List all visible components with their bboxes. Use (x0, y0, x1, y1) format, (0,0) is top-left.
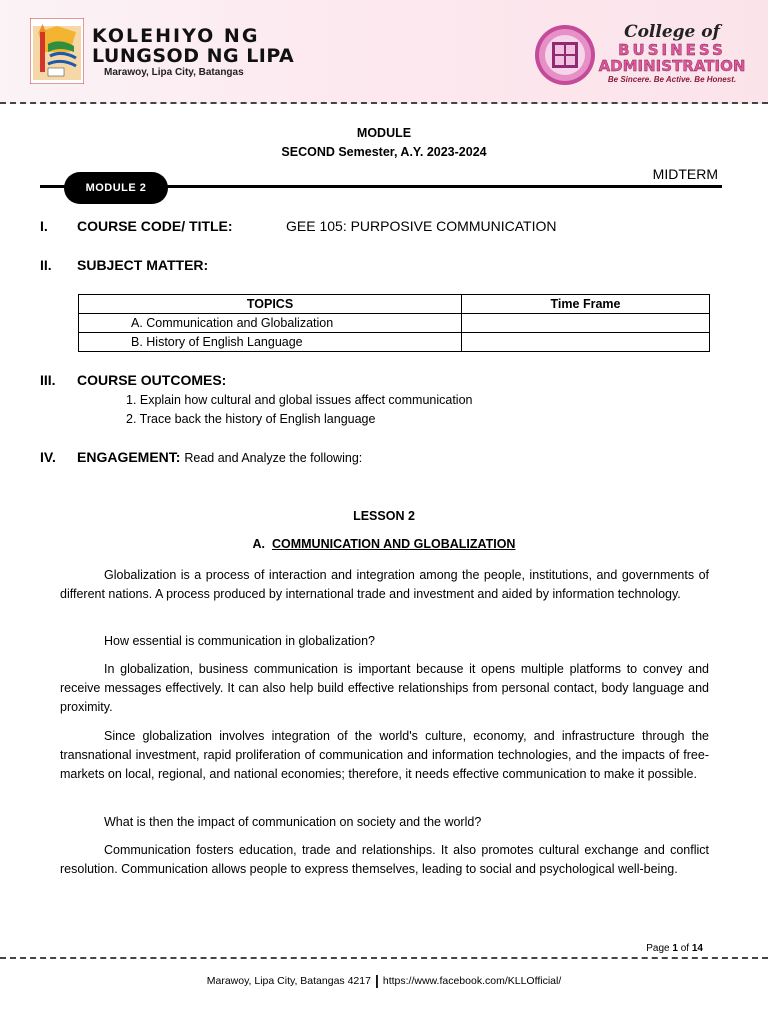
table-cell-topic: A. Communication and Globalization (79, 314, 462, 333)
page-header (0, 0, 768, 104)
page-total: 14 (691, 943, 703, 954)
section-label: ENGAGEMENT: (77, 449, 181, 465)
footer-url[interactable]: https://www.facebook.com/KLLOfficial/ (382, 975, 562, 987)
list-item: 2. Trace back the history of English language (126, 412, 376, 426)
footer-address: Marawoy, Lipa City, Batangas 4217 (206, 975, 371, 987)
table-cell-topic: B. History of English Language (79, 333, 462, 352)
college-name-line3: ADMINISTRATION (598, 57, 746, 75)
table-header: Time Frame (462, 295, 710, 314)
section-subject (40, 257, 208, 273)
footer-divider (0, 957, 768, 959)
page-number (646, 943, 703, 954)
engagement-instruction: Read and Analyze the following: (184, 451, 363, 465)
table-header-row (79, 295, 710, 314)
page-current: 1 (672, 943, 678, 954)
page-footer (0, 972, 768, 988)
course-title-value: GEE 105: PURPOSIVE COMMUNICATION (286, 218, 557, 234)
college-motto: Be Sincere. Be Active. Be Honest. (607, 75, 737, 84)
lesson-title: LESSON 2 (353, 509, 415, 523)
section-label: COURSE CODE/ TITLE: (77, 218, 233, 234)
college-seal-icon (534, 24, 596, 86)
footer-separator: | (374, 972, 379, 988)
table-row (79, 333, 710, 352)
section-course (40, 218, 233, 234)
table-row (79, 314, 710, 333)
lesson-section-letter: A. (252, 537, 266, 551)
paragraph: What is then the impact of communication on society and the world? (104, 815, 482, 829)
term-label: MIDTERM (652, 166, 718, 182)
college-name-line1: College of (624, 22, 720, 42)
topics-table (78, 294, 710, 352)
section-outcomes (40, 372, 226, 388)
header-divider (0, 102, 768, 104)
school-name-line1: KOLEHIYO NG (92, 25, 260, 47)
table-cell-time (462, 314, 710, 333)
section-label: COURSE OUTCOMES: (77, 372, 227, 388)
module-title-line1: MODULE (356, 126, 412, 140)
module-title-line2: SECOND Semester, A.Y. 2023-2024 (281, 145, 487, 159)
outcomes-list (126, 391, 473, 429)
section-engagement (40, 449, 362, 465)
school-name-line2: LUNGSOD NG LIPA (92, 45, 295, 67)
paragraph: How essential is communication in globalization? (104, 634, 375, 648)
paragraph: Globalization is a process of interaction and integration among the people, institutions, and governments of different nations. A process produced by international trade and investment and aided by information technology. (60, 568, 709, 602)
school-address: Marawoy, Lipa City, Batangas (104, 67, 244, 78)
section-number: III. (40, 372, 56, 388)
module-title (0, 124, 768, 162)
school-name (92, 26, 294, 78)
section-number: IV. (40, 449, 56, 465)
school-logo-icon (30, 18, 84, 84)
paragraph: Communication fosters education, trade and relationships. It also promotes cultural exchange and conflict resolution. Communication allows people to express themselves, leading to social and psychological well-being. (60, 843, 709, 877)
section-label: SUBJECT MATTER: (77, 257, 209, 273)
list-item: 1. Explain how cultural and global issues affect communication (126, 393, 473, 407)
section-number: II. (40, 257, 52, 273)
module-badge: MODULE 2 (64, 172, 168, 204)
college-name (598, 22, 746, 84)
paragraph: In globalization, business communication is important because it opens multiple platforms to convey and receive messages effectively. It can also help build effective relationships from personal contact, body language and proximity. (60, 662, 709, 715)
table-cell-time (462, 333, 710, 352)
paragraph: Since globalization involves integration of the world's culture, economy, and infrastructure through the transnational investment, rapid proliferation of communication and information technologies, and the impacts of free-markets on local, regional, and national economies; therefore, it needs effective communication to make it possible. (60, 729, 709, 782)
lesson-section-heading (0, 537, 768, 551)
table-header: TOPICS (79, 295, 462, 314)
page-label: Page (646, 943, 670, 954)
college-name-line2: BUSINESS (618, 41, 726, 59)
lesson-section-title: COMMUNICATION AND GLOBALIZATION (271, 537, 516, 551)
page-of: of (680, 943, 690, 954)
section-number: I. (40, 218, 48, 234)
